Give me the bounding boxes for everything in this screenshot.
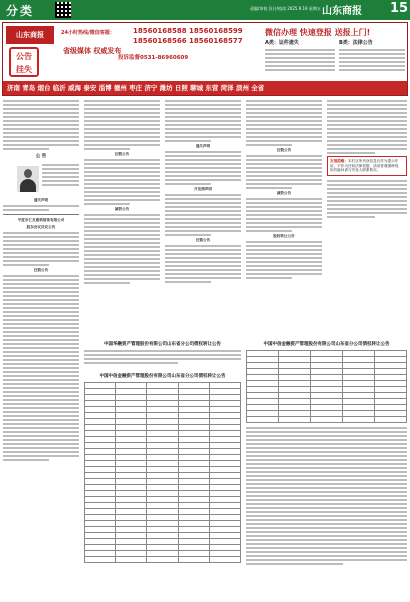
category-a-details [265,47,335,73]
portrait-photo [17,166,39,192]
phone-line-2: 18560168566 18560168577 [133,37,243,45]
heading-c2-2: 减资公告 [114,207,130,211]
column-4 [246,98,322,281]
city-strip: 济南 青岛 烟台 临沂 威海 泰安 淄博 德州 枣庄 济宁 潍坊 日照 聊城 东营 菏泽 滨州 全省 [3,81,407,95]
asset-table-2 [246,350,407,423]
heading-c4-1: 注销公告 [276,148,292,152]
column-3 [165,98,241,285]
heading-c5-1: 中国中信金融资产管理股份有限公司山东省分公司债权转让公告 [263,342,390,347]
phone-line-1: 18560168588 18560168599 [133,27,243,35]
heading-c2-3: 中国华融资产管理股份有限公司山东省分公司债权转让公告 [104,342,221,347]
hotline-label: 24小时热线/微信客服： [61,30,115,36]
page-number: 15 [390,1,409,16]
issue-meta: 责编/审校 设计/校读 2025.9.19 星期五 [250,6,321,11]
heading-c2-1: 注销公告 [114,152,130,156]
column-1 [3,98,79,463]
column-5 [327,98,407,220]
section-title: 分类 [6,4,35,18]
notice-service-banner [2,22,408,96]
heading-c1-1: 平度市仁友建筑装饰有限公司 [17,218,65,222]
banner-logo: 山东商报 [6,26,54,44]
heading-c3-4: 中国中信金融资产管理股份有限公司山东省分公司债权转让公告 [99,374,226,379]
complaint-hotline: 投诉监督0531-86960609 [118,55,189,61]
seal-line-1: 公告 [16,52,32,61]
qr-code-icon [55,2,71,18]
category-b: B类：法律公告 [339,40,373,46]
heading-c4-3: 股权转让公告 [273,234,295,238]
asset-table-1 [84,382,241,563]
phone-numbers [133,26,243,46]
heading-c3-1: 遗失声明 [195,144,211,148]
reminder-box [327,156,407,176]
transfer-table-2 [246,338,407,567]
heading-c1-3: 注销公告 [33,268,49,272]
page-header [0,0,410,20]
heading-c3-3: 注销公告 [195,238,211,242]
reminder-head: 友情提醒： [330,159,348,163]
heading-c1-2: 股东会议决议公告 [26,225,56,229]
column-2 [84,98,160,286]
c2-transfer-notice [84,338,241,366]
reminder-text: 本栏目所刊登信息仅作为提示作用，不作为任何法律依据，请读者谨慎辨别，如有疑问请与刊登人联系核实。 [330,159,402,173]
category-a: A类：证件遗失 [265,40,299,46]
heading-c3-2: 开发商声明 [194,187,212,191]
notice-caption: 遗失声明 [33,198,49,202]
wechat-slogan: 微信办理 快速登报 送报上门! [265,28,371,37]
media-tagline: 省级媒体 权威发布 [63,47,122,55]
notice-seal [9,47,39,77]
newspaper-brand: 山东商报 [322,6,362,17]
heading-c4-2: 减资公告 [276,191,292,195]
seal-line-2: 挂失 [16,65,32,74]
category-b-details [339,47,405,73]
notice-title: 公 告 [35,154,47,159]
transfer-table-1 [84,370,241,563]
